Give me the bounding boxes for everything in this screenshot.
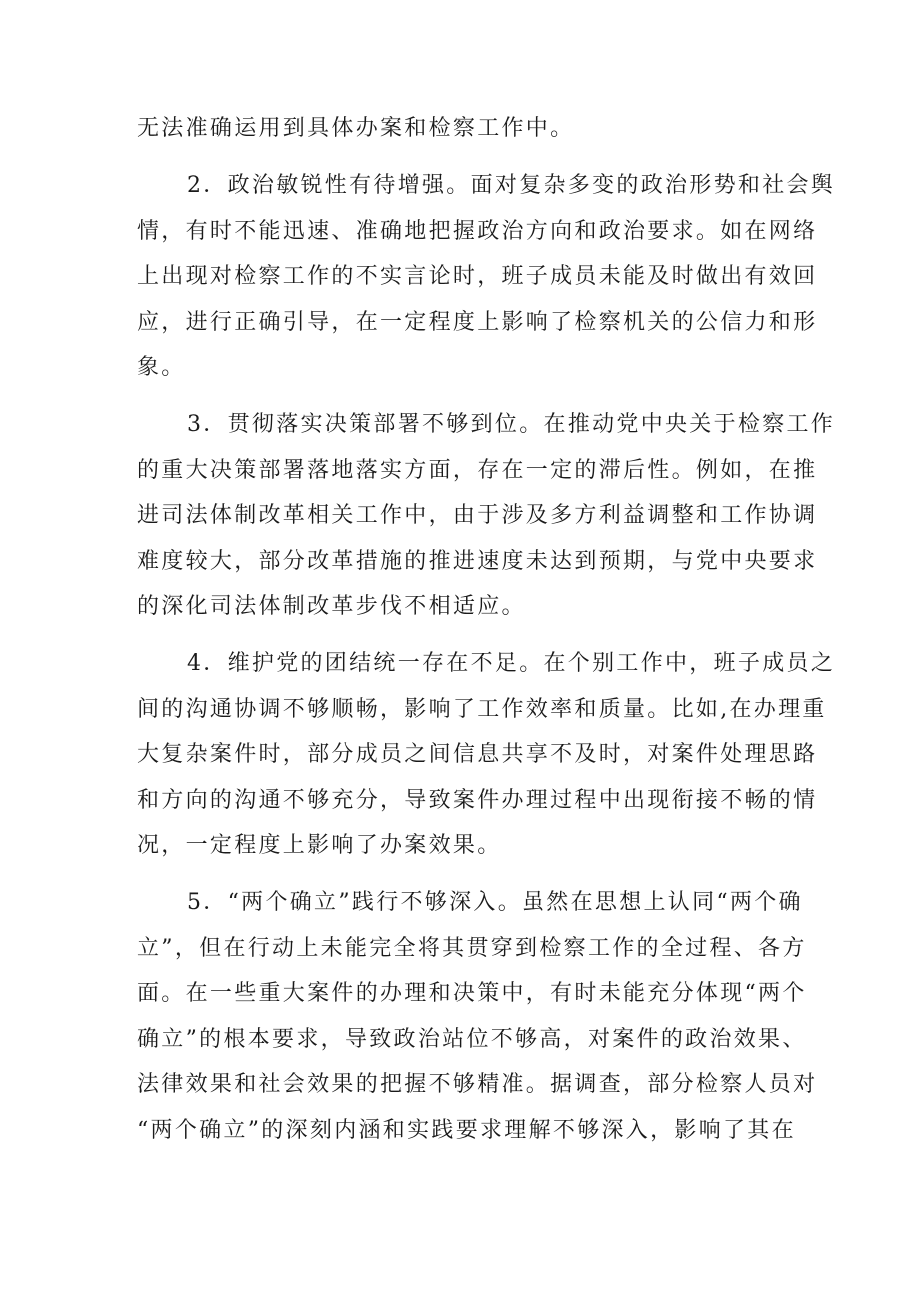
paragraph-3-start: 3．贯彻落实决策部署不够到位。在推动党中央关于检察工作: [187, 412, 836, 437]
text-line: 象。: [137, 355, 186, 380]
paragraph-2-start: 2．政治敏锐性有待增强。面对复杂多变的政治形势和社会舆: [187, 173, 836, 198]
body-text: [137, 106, 836, 1153]
paragraph-5-start: 5．“两个确立”践行不够深入。虽然在思想上认同“两个确: [187, 890, 803, 915]
text-line: 无法准确运用到具体办案和检察工作中。: [137, 116, 575, 141]
text-line: 面。在一些重大案件的办理和决策中，有时未能充分体现“两个: [137, 981, 807, 1006]
paragraph-4-start: 4．维护党的团结统一存在不足。在个别工作中，班子成员之: [187, 651, 836, 676]
text-line: 况，一定程度上影响了办案效果。: [137, 833, 502, 858]
text-line: 大复杂案件时，部分成员之间信息共享不及时，对案件处理思路: [137, 742, 818, 767]
text-line: 法律效果和社会效果的把握不够精准。据调查，部分检察人员对: [137, 1072, 818, 1097]
text-line: 的深化司法体制改革步伐不相适应。: [137, 594, 526, 619]
text-line: 难度较大，部分改革措施的推进速度未达到预期，与党中央要求: [137, 548, 818, 574]
text-line: 间的沟通协调不够顺畅，影响了工作效率和质量。比如,在办理重: [137, 696, 827, 722]
text-line: 的重大决策部署落地落实方面，存在一定的滞后性。例如，在推: [137, 457, 818, 483]
text-line: “两个确立”的深刻内涵和实践要求理解不够深入，影响了其在: [137, 1117, 796, 1143]
text-line: 和方向的沟通不够充分，导致案件办理过程中出现衔接不畅的情: [137, 787, 818, 813]
text-line: 上出现对检察工作的不实言论时，班子成员未能及时做出有效回: [137, 264, 818, 289]
text-line: 情，有时不能迅速、准确地把握政治方向和政治要求。如在网络: [137, 218, 818, 244]
text-line: 立”，但在行动上未能完全将其贯穿到检察工作的全过程、各方: [137, 935, 807, 961]
text-line: 应，进行正确引导，在一定程度上影响了检察机关的公信力和形: [137, 309, 818, 335]
text-line: 确立”的根本要求，导致政治站位不够高，对案件的政治效果、: [137, 1026, 807, 1052]
text-line: 进司法体制改革相关工作中，由于涉及多方利益调整和工作协调: [137, 503, 818, 528]
